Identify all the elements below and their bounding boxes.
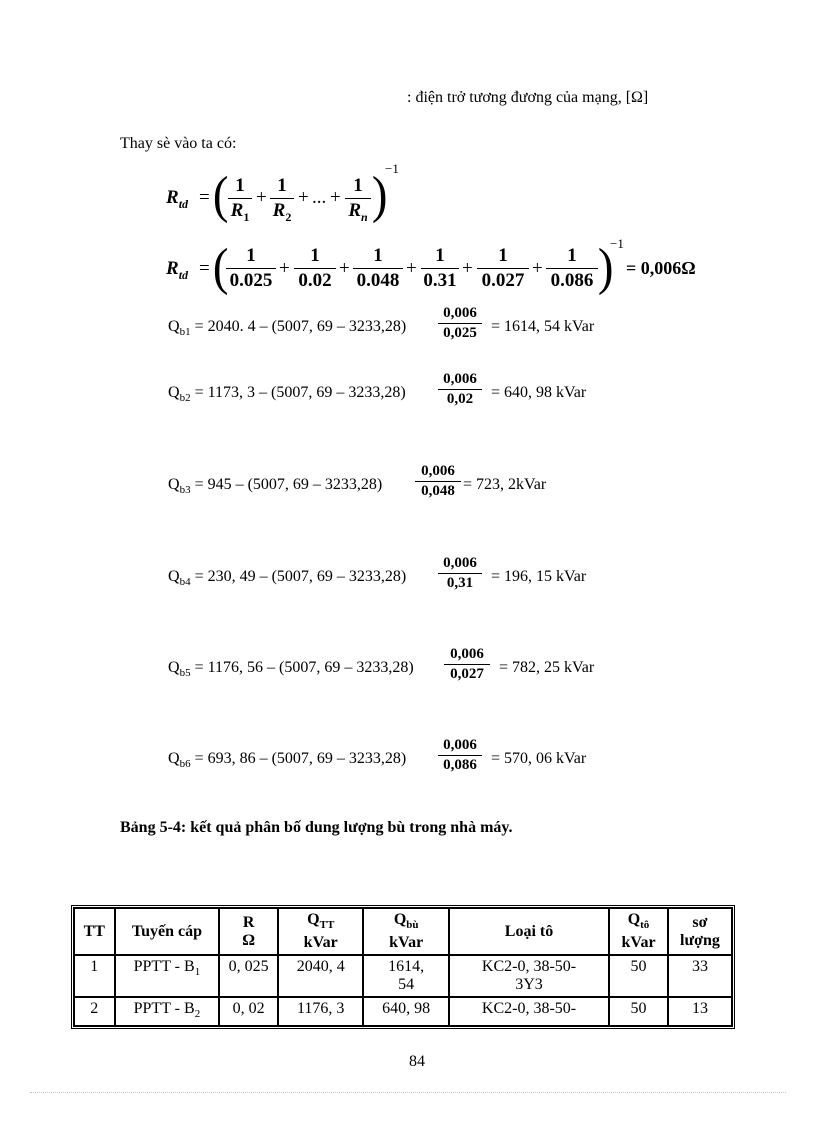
cell-count: 13: [668, 997, 732, 1026]
q-line-expr: $Q_{b6} = 693$, 86 – (5007, 69 – 3233,28): [168, 750, 407, 771]
q-line-result: = 723, 2kVar: [463, 476, 547, 493]
cell-qbu: 1614, 54: [363, 955, 448, 997]
q-line-result: = 1614, 54 kVar: [491, 318, 595, 335]
formula-2-plus: +: [532, 258, 543, 279]
cell-tt: 2: [74, 997, 115, 1026]
cell-qto: 50: [609, 955, 668, 997]
formula-2-result: = 0,006Ω: [626, 258, 696, 278]
cell-r: 0, 025: [219, 955, 278, 997]
formula-2-frac-4: [421, 246, 459, 291]
formula-1-lhs-symbol: R: [166, 187, 179, 208]
formula-2-frac-5: [477, 246, 529, 291]
formula-2-plus: +: [279, 258, 290, 279]
q-line-frac: 0,006 0,048: [415, 463, 461, 500]
formula-2-frac-6: [546, 246, 598, 291]
q-line-result: = 196, 15 kVar: [491, 568, 587, 585]
frac-denominator: 0.025: [229, 270, 273, 291]
q-line-result: = 640, 98 kVar: [491, 384, 587, 401]
formula-2-lhs-symbol: R: [166, 258, 179, 279]
cell-tt: 1: [74, 955, 115, 997]
frac-numerator: 1: [235, 175, 245, 196]
formula-2-lhs-sub: td: [178, 267, 189, 282]
header-cable: Tuyến cáp: [115, 908, 220, 955]
formula-1-frac-n: [345, 176, 371, 227]
q-line-expr: $Q_{b1} = 2040$. 4 – (5007, 69 – 3233,28): [168, 318, 407, 339]
formula-2-plus: +: [339, 258, 350, 279]
formula-1-dots: ...: [312, 187, 327, 208]
formula-2-eq: =: [199, 258, 210, 279]
cell-qtt: 2040, 4: [278, 955, 363, 997]
formula-1-frac-1: [228, 176, 252, 227]
frac-numerator: 1: [246, 245, 256, 266]
formula-2-plus: +: [462, 258, 473, 279]
formula-2-frac-2: [294, 246, 336, 291]
formula-1-frac-2: [270, 176, 294, 227]
formula-1-plus-1: +: [256, 187, 267, 208]
formula-1-lhs-sub: td: [178, 196, 189, 211]
q-line-result: = 570, 06 kVar: [491, 750, 587, 767]
q-line-frac: 0,006 0,086: [438, 737, 482, 774]
frac-denominator: $R_n$: [348, 200, 368, 224]
cell-qtt: 1176, 3: [278, 997, 363, 1026]
frac-denominator: 0.027: [481, 270, 525, 291]
cell-count: 33: [668, 955, 732, 997]
cell-qto: 50: [609, 997, 668, 1026]
table-row: [74, 955, 732, 997]
page-number: 84: [409, 1053, 425, 1070]
frac-denominator: 0.02: [298, 270, 332, 291]
formula-2-close-paren: ): [597, 239, 614, 296]
q-line-frac: 0,006 0,31: [438, 555, 482, 592]
formula-1-eq: =: [199, 187, 210, 208]
cell-type: KC2-0, 38-50- 3Y3: [449, 955, 609, 997]
cell-qbu: 640, 98: [363, 997, 448, 1026]
header-qtt: $Q_{TT}$ kVar: [278, 908, 363, 955]
header-qto: $Q_{tô}$ kVar: [609, 908, 668, 955]
q-line-expr: $Q_{b3} = 945 - (5007$, 69 – 3233,28): [168, 476, 383, 497]
header-r: R Ω: [219, 908, 278, 955]
formula-1-plus-2: +: [298, 187, 309, 208]
frac-numerator: 1: [498, 245, 508, 266]
formula-1-close-paren: ): [371, 167, 388, 224]
frac-numerator: 1: [435, 245, 445, 266]
intro-line: : điện trở tương đương của mạng, [Ω]: [407, 89, 649, 106]
cell-cable: PPTT - $B_2$: [115, 997, 220, 1026]
formula-2-exponent: −1: [610, 236, 624, 251]
header-type: Loại tô: [449, 908, 609, 955]
q-line-frac: 0,006 0,02: [438, 371, 482, 408]
formula-2-frac-3: [353, 246, 403, 291]
formula-1-open-paren: (: [212, 167, 229, 224]
frac-numerator: 1: [373, 245, 383, 266]
frac-numerator: 1: [567, 245, 577, 266]
frac-denominator: 0.086: [550, 270, 594, 291]
cell-type: KC2-0, 38-50-: [449, 997, 609, 1026]
cell-r: 0, 02: [219, 997, 278, 1026]
frac-denominator: 0.048: [356, 270, 400, 291]
formula-2-lhs: [166, 258, 188, 283]
q-line-frac: 0,006 0,027: [444, 646, 490, 683]
q-line-expr: $Q_{b2} = 1173$, 3 – (5007, 69 – 3233,28): [168, 384, 406, 405]
frac-denominator: $R_2$: [272, 200, 292, 224]
substitute-line: Thay sè vào ta có:: [120, 135, 237, 152]
cell-cable: PPTT - $B_1$: [115, 955, 220, 997]
formula-1-exponent: −1: [385, 161, 399, 176]
header-qbu: $Q_{bù}$ kVar: [363, 908, 448, 955]
q-line-expr: $Q_{b5} = 1176$, 56 – (5007, 69 – 3233,28): [168, 659, 414, 680]
q-line-frac: 0,006 0,025: [438, 305, 482, 342]
frac-denominator: $R_1$: [230, 200, 250, 224]
table-caption: Bảng 5-4: kết quả phân bố dung lượng bù trong nhà máy.: [120, 819, 513, 836]
header-count: sơ lượng: [668, 908, 732, 955]
formula-2-frac-1: [226, 246, 276, 291]
frac-numerator: 1: [353, 175, 363, 196]
results-table: [71, 905, 735, 1029]
frac-denominator: 0.31: [423, 270, 457, 291]
table-row: [74, 997, 732, 1026]
footer-divider: [30, 1092, 786, 1093]
formula-1-lhs: [166, 187, 188, 212]
frac-numerator: 1: [277, 175, 287, 196]
formula-2-open-paren: (: [212, 239, 229, 296]
formula-1-plus-3: +: [330, 187, 341, 208]
table-header-row: [74, 908, 732, 955]
q-line-expr: $Q_{b4} = 230$, 49 – (5007, 69 – 3233,28): [168, 568, 407, 589]
frac-numerator: 1: [310, 245, 320, 266]
q-line-result: = 782, 25 kVar: [499, 659, 595, 676]
header-tt: TT: [74, 908, 115, 955]
formula-2-plus: +: [406, 258, 417, 279]
